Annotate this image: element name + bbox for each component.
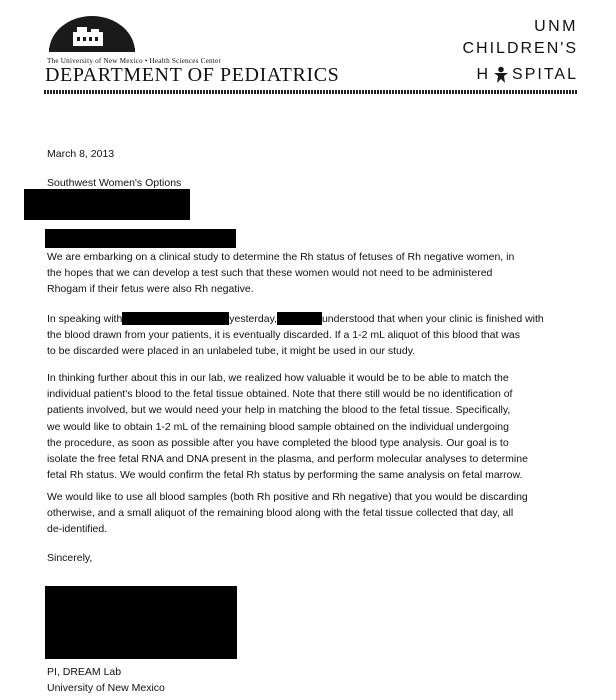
paragraph-4 [47,489,577,538]
paragraph-line: In thinking further about this in our lab, we realized how valuable it would be to be able to match the [47,372,509,384]
paragraph-line: we would like to obtain 1-2 mL of the remaining blood sample obtained on the individual undergoing [47,420,509,433]
paragraph-2-start: In speaking with [47,313,123,325]
brand-hospital-suffix: SPITAL [512,66,578,83]
paragraph-2 [47,311,577,360]
department-title: DEPARTMENT OF PEDIATRICS [45,64,340,86]
paragraph-line: We are embarking on a clinical study to determine the Rh status of fetuses of Rh negative women, in [47,251,515,263]
university-line: The University of New Mexico • Health Sciences Center [47,57,221,65]
recipient-name: Southwest Women's Options [47,177,182,189]
paragraph-line: fetal Rh status. We would confirm the fetal Rh status by performing the same analysis on fetal marrow. [47,469,523,482]
paragraph-line: de-identified. [47,523,108,536]
header-divider [44,90,578,94]
paragraph-line: patients involved, but we would need your help in matching the blood to the fetal tissue. Specifically, [47,404,511,417]
signature-org: University of New Mexico [47,682,165,694]
redacted-signature [45,586,237,659]
hospital-figure-icon [493,66,509,84]
paragraph-1 [47,249,577,298]
paragraph-line: to be discarded were placed in an unlabeled tube, it might be used in our study. [47,345,416,358]
paragraph-line: isolate the free fetal RNA and DNA present in the plasma, and perform molecular analyses to determine [47,453,528,466]
paragraph-line [47,311,577,327]
brand-hospital-prefix: H [476,66,491,83]
paragraph-2-end: understood that when your clinic is finished with [321,313,544,325]
paragraph-line: otherwise, and a small aliquot of the remaining blood along with the fetal tissue collected that day, all [47,507,514,520]
redacted-salutation [45,229,236,248]
signature-title: PI, DREAM Lab [47,666,122,678]
brand-childrens: CHILDREN'S [462,40,578,57]
paragraph-3 [47,370,577,483]
paragraph-2-middle: yesterday, [229,313,277,325]
unm-building-logo-icon [47,14,137,54]
letter-date: March 8, 2013 [47,148,115,160]
closing: Sincerely, [47,552,93,564]
redacted-name [277,312,322,325]
redacted-name [122,312,229,325]
paragraph-line: the blood drawn from your patients, it is eventually discarded. If a 1-2 mL aliquot of this blood that was [47,329,520,342]
brand-unm: UNM [534,18,578,35]
paragraph-line: the hopes that we can develop a test such that these women would not need to be administered [47,267,493,280]
paragraph-line: the procedure, as soon as possible after you have completed the blood type analysis. Our goal is to [47,436,509,449]
redacted-address [24,189,190,220]
paragraph-line: We would like to use all blood samples (both Rh positive and Rh negative) that you would be discarding [47,491,528,503]
paragraph-line: individual patient's blood to the fetal tissue obtained. Note that there still would be no identification of [47,388,513,401]
brand-hospital [476,65,578,85]
paragraph-line: Rhogam if their fetus were also Rh negative. [47,283,254,296]
